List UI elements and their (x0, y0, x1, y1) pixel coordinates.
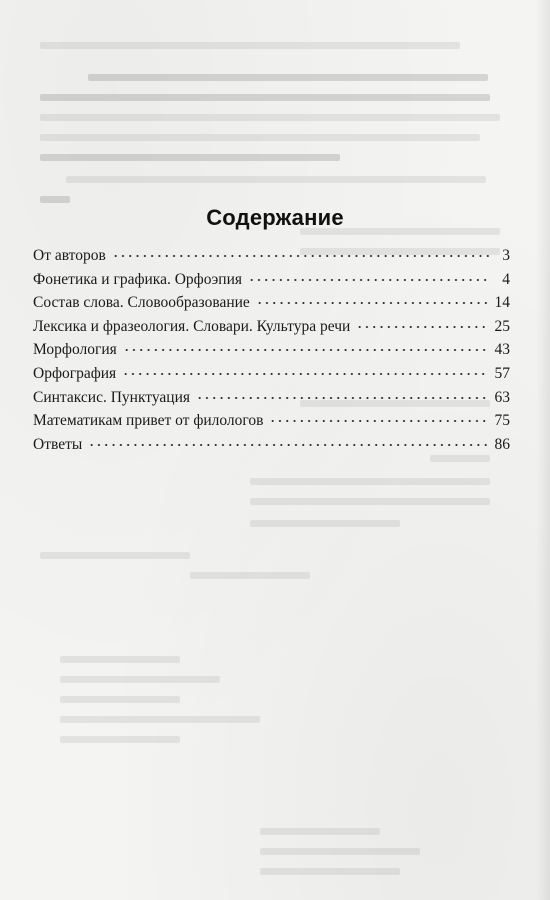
toc-entry-page: 25 (494, 317, 510, 335)
toc-entry (33, 433, 510, 457)
toc-entry-title: Синтаксис. Пунктуация (33, 388, 190, 406)
dot-leader (248, 279, 490, 281)
page-edge-shadow (536, 0, 550, 900)
toc-entry (33, 268, 510, 292)
page-title: Содержание (206, 205, 344, 230)
toc-entry-page: 43 (494, 341, 510, 359)
table-of-contents (33, 244, 510, 456)
dot-leader (123, 349, 489, 351)
toc-entry-title: Состав слова. Словообразование (33, 294, 250, 312)
dot-leader (88, 444, 488, 446)
toc-entry-title: От авторов (33, 247, 106, 264)
toc-entry-title: Лексика и фразеология. Словари. Культура речи (33, 317, 351, 335)
toc-entry (33, 362, 510, 386)
toc-entry-page: 14 (494, 294, 510, 312)
toc-entry-page: 4 (502, 270, 510, 288)
toc-entry-title: Фонетика и графика. Орфоэпия (33, 270, 243, 288)
toc-entry-title: Математикам привет от филологов (33, 412, 264, 430)
toc-entry (33, 244, 510, 268)
dot-leader (112, 255, 490, 257)
dot-leader (256, 302, 489, 304)
toc-entry-page: 3 (502, 247, 510, 264)
dot-leader (269, 420, 488, 422)
toc-entry-page: 75 (494, 412, 510, 430)
dot-leader (356, 326, 488, 328)
toc-entry-page: 57 (494, 364, 510, 382)
dot-leader (196, 397, 489, 399)
toc-entry-title: Ответы (33, 435, 83, 453)
toc-entry (33, 291, 510, 315)
toc-entry (33, 338, 510, 362)
toc-entry-page: 63 (494, 388, 510, 406)
toc-entry (33, 386, 510, 410)
dot-leader (122, 373, 488, 375)
toc-entry-title: Морфология (33, 341, 117, 359)
toc-entry (33, 409, 510, 433)
toc-entry (33, 315, 510, 339)
toc-entry-title: Орфография (33, 364, 117, 382)
toc-entry-page: 86 (494, 435, 510, 453)
